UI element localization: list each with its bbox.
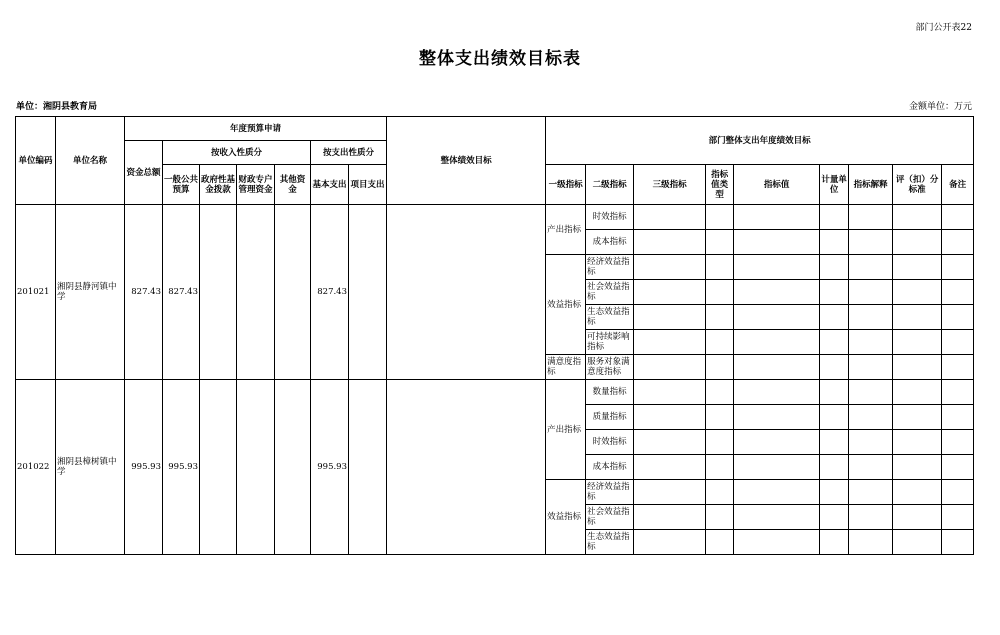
money-unit: 金额单位：万元 — [908, 102, 972, 112]
unit-name-cell: 湘阴县樟树镇中学 — [56, 380, 125, 555]
header-by-income: 按收入性质分 — [163, 141, 311, 165]
measure-unit-cell — [820, 480, 849, 505]
other-funds-cell — [275, 205, 311, 380]
header-level1: 一级指标 — [546, 165, 586, 205]
header-value: 指标值 — [734, 165, 820, 205]
level2-indicator-cell: 成本指标 — [586, 230, 634, 255]
value-type-cell — [706, 355, 734, 380]
level3-cell — [634, 430, 706, 455]
value-type-cell — [706, 230, 734, 255]
header-gov-fund: 政府性基金拨款 — [200, 165, 237, 205]
scoring-cell — [893, 355, 942, 380]
remark-cell — [942, 205, 974, 230]
project-expense-cell — [349, 380, 387, 555]
level2-indicator-cell: 时效指标 — [586, 205, 634, 230]
measure-unit-cell — [820, 305, 849, 330]
header-fiscal-special: 财政专户管理资金 — [237, 165, 275, 205]
measure-unit-cell — [820, 505, 849, 530]
level2-indicator-cell: 经济效益指标 — [586, 480, 634, 505]
measure-unit-cell — [820, 455, 849, 480]
value-cell — [734, 405, 820, 430]
header-total-funds: 资金总额 — [125, 141, 163, 205]
explain-cell — [849, 380, 893, 405]
measure-unit-cell — [820, 530, 849, 555]
value-type-cell — [706, 380, 734, 405]
header-dept-goal: 部门整体支出年度绩效目标 — [546, 117, 974, 165]
scoring-cell — [893, 280, 942, 305]
explain-cell — [849, 355, 893, 380]
fiscal-special-cell — [237, 205, 275, 380]
remark-cell — [942, 230, 974, 255]
value-type-cell — [706, 505, 734, 530]
scoring-cell — [893, 205, 942, 230]
header-unit-name: 单位名称 — [56, 117, 125, 205]
remark-cell — [942, 380, 974, 405]
value-cell — [734, 305, 820, 330]
measure-unit-cell — [820, 355, 849, 380]
header-explain: 指标解释 — [849, 165, 893, 205]
basic-expense-cell: 827.43 — [311, 205, 349, 380]
value-type-cell — [706, 455, 734, 480]
measure-unit-cell — [820, 380, 849, 405]
level3-cell — [634, 205, 706, 230]
measure-unit-cell — [820, 280, 849, 305]
table-row — [16, 380, 974, 405]
header-by-expense: 按支出性质分 — [311, 141, 387, 165]
remark-cell — [942, 255, 974, 280]
level2-indicator-cell: 生态效益指标 — [586, 305, 634, 330]
remark-cell — [942, 355, 974, 380]
table-row — [16, 205, 974, 230]
value-type-cell — [706, 480, 734, 505]
level2-indicator-cell: 可持续影响指标 — [586, 330, 634, 355]
fiscal-special-cell — [237, 380, 275, 555]
level2-indicator-cell: 社会效益指标 — [586, 280, 634, 305]
header-level3: 三级指标 — [634, 165, 706, 205]
total-funds-cell: 827.43 — [125, 205, 163, 380]
measure-unit-cell — [820, 405, 849, 430]
level3-cell — [634, 480, 706, 505]
level1-indicator-cell: 满意度指标 — [546, 355, 586, 380]
value-cell — [734, 330, 820, 355]
value-type-cell — [706, 255, 734, 280]
remark-cell — [942, 480, 974, 505]
remark-cell — [942, 505, 974, 530]
level3-cell — [634, 505, 706, 530]
explain-cell — [849, 255, 893, 280]
project-expense-cell — [349, 205, 387, 380]
measure-unit-cell — [820, 330, 849, 355]
explain-cell — [849, 330, 893, 355]
scoring-cell — [893, 230, 942, 255]
remark-cell — [942, 305, 974, 330]
scoring-cell — [893, 405, 942, 430]
level1-indicator-cell: 产出指标 — [546, 380, 586, 480]
performance-goal-table — [15, 116, 974, 555]
level3-cell — [634, 405, 706, 430]
overall-goal-cell — [387, 380, 546, 555]
value-cell — [734, 455, 820, 480]
level3-cell — [634, 305, 706, 330]
header-general-budget: 一般公共预算 — [163, 165, 200, 205]
unit-code-cell: 201022 — [16, 380, 56, 555]
reporting-unit: 单位：湘阴县教育局 — [16, 102, 98, 112]
level3-cell — [634, 380, 706, 405]
scoring-cell — [893, 530, 942, 555]
explain-cell — [849, 405, 893, 430]
value-cell — [734, 230, 820, 255]
explain-cell — [849, 230, 893, 255]
remark-cell — [942, 530, 974, 555]
header-scoring: 评（扣）分标准 — [893, 165, 942, 205]
value-type-cell — [706, 530, 734, 555]
level2-indicator-cell: 质量指标 — [586, 405, 634, 430]
scoring-cell — [893, 430, 942, 455]
value-cell — [734, 430, 820, 455]
scoring-cell — [893, 305, 942, 330]
scoring-cell — [893, 480, 942, 505]
remark-cell — [942, 455, 974, 480]
explain-cell — [849, 530, 893, 555]
page-title: 整体支出绩效目标表 — [419, 49, 581, 69]
value-cell — [734, 255, 820, 280]
value-type-cell — [706, 205, 734, 230]
level3-cell — [634, 455, 706, 480]
level2-indicator-cell: 时效指标 — [586, 430, 634, 455]
explain-cell — [849, 480, 893, 505]
header-measure-unit: 计量单位 — [820, 165, 849, 205]
overall-goal-cell — [387, 205, 546, 380]
explain-cell — [849, 280, 893, 305]
level2-indicator-cell: 社会效益指标 — [586, 505, 634, 530]
remark-cell — [942, 430, 974, 455]
general-budget-cell: 827.43 — [163, 205, 200, 380]
basic-expense-cell: 995.93 — [311, 380, 349, 555]
remark-cell — [942, 330, 974, 355]
value-type-cell — [706, 405, 734, 430]
unit-name-cell: 湘阴县静河镇中学 — [56, 205, 125, 380]
measure-unit-cell — [820, 430, 849, 455]
measure-unit-cell — [820, 205, 849, 230]
level3-cell — [634, 355, 706, 380]
value-type-cell — [706, 280, 734, 305]
level1-indicator-cell: 产出指标 — [546, 205, 586, 255]
level2-indicator-cell: 服务对象满意度指标 — [586, 355, 634, 380]
other-funds-cell — [275, 380, 311, 555]
scoring-cell — [893, 505, 942, 530]
total-funds-cell: 995.93 — [125, 380, 163, 555]
level2-indicator-cell: 经济效益指标 — [586, 255, 634, 280]
level2-indicator-cell: 成本指标 — [586, 455, 634, 480]
form-number: 部门公开表22 — [915, 23, 972, 33]
value-cell — [734, 380, 820, 405]
header-overall-goal: 整体绩效目标 — [387, 117, 546, 205]
explain-cell — [849, 430, 893, 455]
level3-cell — [634, 280, 706, 305]
gov-fund-cell — [200, 205, 237, 380]
header-annual-budget: 年度预算申请 — [125, 117, 387, 141]
scoring-cell — [893, 330, 942, 355]
value-type-cell — [706, 305, 734, 330]
measure-unit-cell — [820, 255, 849, 280]
general-budget-cell: 995.93 — [163, 380, 200, 555]
header-basic-expense: 基本支出 — [311, 165, 349, 205]
explain-cell — [849, 305, 893, 330]
level1-indicator-cell: 效益指标 — [546, 255, 586, 355]
value-cell — [734, 205, 820, 230]
level2-indicator-cell: 数量指标 — [586, 380, 634, 405]
scoring-cell — [893, 455, 942, 480]
explain-cell — [849, 455, 893, 480]
header-level2: 二级指标 — [586, 165, 634, 205]
header-project-expense: 项目支出 — [349, 165, 387, 205]
explain-cell — [849, 205, 893, 230]
header-value-type: 指标值类型 — [706, 165, 734, 205]
measure-unit-cell — [820, 230, 849, 255]
level3-cell — [634, 230, 706, 255]
scoring-cell — [893, 380, 942, 405]
header-remark: 备注 — [942, 165, 974, 205]
remark-cell — [942, 280, 974, 305]
level2-indicator-cell: 生态效益指标 — [586, 530, 634, 555]
explain-cell — [849, 505, 893, 530]
level3-cell — [634, 255, 706, 280]
value-cell — [734, 480, 820, 505]
scoring-cell — [893, 255, 942, 280]
remark-cell — [942, 405, 974, 430]
value-cell — [734, 530, 820, 555]
level1-indicator-cell: 效益指标 — [546, 480, 586, 555]
value-cell — [734, 505, 820, 530]
unit-code-cell: 201021 — [16, 205, 56, 380]
value-type-cell — [706, 330, 734, 355]
header-other-funds: 其他资金 — [275, 165, 311, 205]
level3-cell — [634, 530, 706, 555]
value-type-cell — [706, 430, 734, 455]
gov-fund-cell — [200, 380, 237, 555]
header-unit-code: 单位编码 — [16, 117, 56, 205]
value-cell — [734, 280, 820, 305]
value-cell — [734, 355, 820, 380]
level3-cell — [634, 330, 706, 355]
